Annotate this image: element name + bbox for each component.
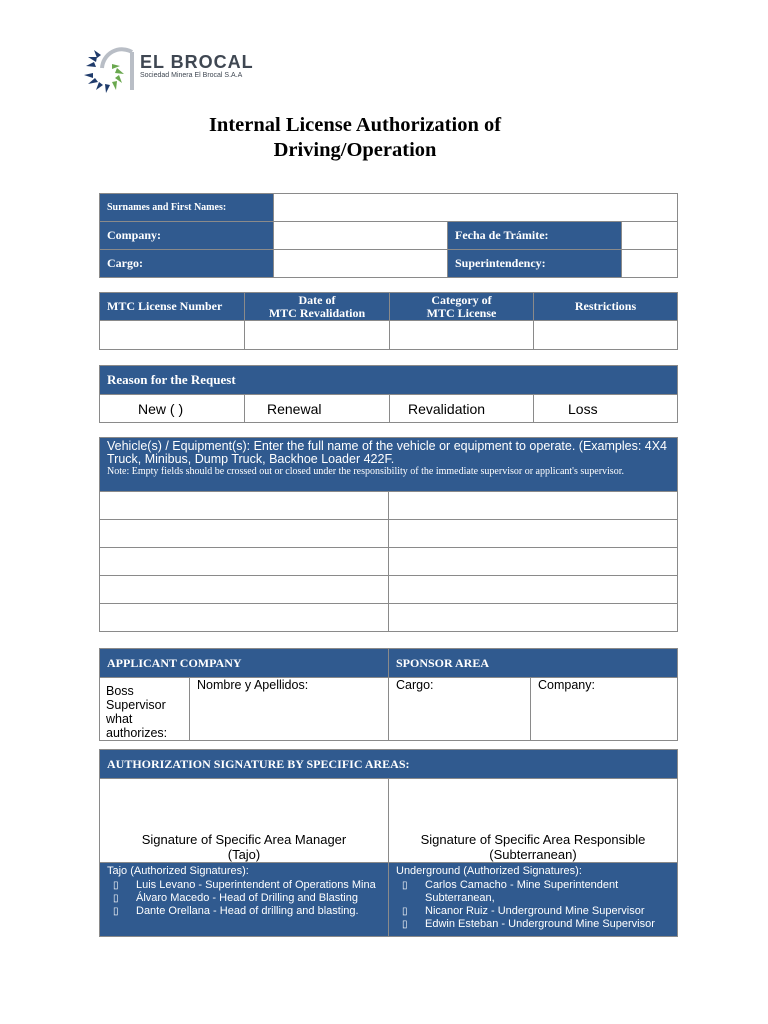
restrictions-field[interactable] — [534, 321, 678, 350]
vehicles-note: Note: Empty fields should be crossed out or closed under the responsibility of the immediate supervisor or applicant's supervisor. — [107, 466, 624, 477]
reason-header: Reason for the Request — [100, 366, 678, 395]
bullet-icon: ▯ — [402, 880, 408, 891]
title-line-2: Driving/Operation — [273, 139, 437, 161]
applicant-name-field[interactable] — [190, 678, 389, 741]
underground-signers-list — [389, 863, 678, 937]
mtc-category-label-line1: Category of — [431, 292, 492, 307]
mtc-number-label: MTC License Number — [100, 293, 245, 321]
tajo-signers-list — [100, 863, 389, 937]
logo-name: EL BROCAL — [140, 52, 254, 72]
list-item — [396, 918, 670, 931]
vehicles-header — [100, 438, 678, 492]
applicant-company-header: APPLICANT COMPANY — [100, 649, 389, 678]
mtc-revalidation-field[interactable] — [245, 321, 390, 350]
sponsor-area-header: SPONSOR AREA — [389, 649, 678, 678]
personal-info-table — [99, 193, 678, 278]
fecha-field[interactable] — [622, 222, 678, 250]
vehicle-field[interactable] — [389, 520, 678, 548]
bullet-icon: ▯ — [402, 906, 408, 917]
signatures-header: AUTHORIZATION SIGNATURE BY SPECIFIC AREAS: — [100, 750, 678, 779]
mtc-revalidation-label — [245, 293, 390, 321]
company-field[interactable] — [274, 222, 448, 250]
tajo-signer: Dante Orellana - Head of drilling and blasting. — [136, 905, 359, 917]
bullet-icon: ▯ — [113, 880, 119, 891]
underground-signer: Carlos Camacho - Mine Superintendent Subterranean, — [425, 879, 619, 904]
applicant-name-label: Nombre y Apellidos: — [197, 678, 309, 692]
sponsor-cargo-field[interactable] — [389, 678, 531, 741]
vehicle-field[interactable] — [100, 576, 389, 604]
vehicle-field[interactable] — [100, 492, 389, 520]
subterranean-signature-caption-2: (Subterranean) — [489, 847, 577, 862]
reason-option-loss[interactable]: Loss — [534, 395, 678, 423]
subterranean-signature-caption-1: Signature of Specific Area Responsible — [420, 832, 646, 847]
signatures-table — [99, 749, 678, 937]
vehicles-instructions: Vehicle(s) / Equipment(s): Enter the full name of the vehicle or equipment to operate. (Examples: 4X4 Truck, Minibus, Dump Truck, Backhoe Loader 422F. — [107, 439, 668, 466]
list-item — [396, 879, 670, 905]
reason-option-renewal[interactable]: Renewal — [245, 395, 390, 423]
vehicle-field[interactable] — [389, 604, 678, 632]
list-item — [396, 905, 670, 918]
subterranean-signature-box[interactable] — [389, 779, 678, 863]
sponsor-company-field[interactable] — [531, 678, 678, 741]
vehicle-field[interactable] — [100, 604, 389, 632]
mtc-revalidation-label-line1: Date of — [298, 292, 336, 307]
mtc-revalidation-label-line2: MTC Revalidation — [268, 305, 366, 320]
vehicles-table — [99, 437, 678, 632]
names-field[interactable] — [274, 194, 678, 222]
fecha-label: Fecha de Trámite: — [448, 222, 622, 250]
tajo-signer: Luis Levano - Superintendent of Operations Mina — [136, 879, 376, 891]
names-label: Surnames and First Names: — [100, 194, 274, 222]
list-item — [107, 905, 381, 918]
reason-table — [99, 365, 678, 423]
company-label: Company: — [100, 222, 274, 250]
bullet-icon: ▯ — [113, 906, 119, 917]
reason-option-revalidation[interactable]: Revalidation — [390, 395, 534, 423]
vehicle-field[interactable] — [100, 548, 389, 576]
title-line-1: Internal License Authorization of — [208, 114, 502, 136]
vehicle-field[interactable] — [389, 492, 678, 520]
restrictions-label: Restrictions — [534, 293, 678, 321]
underground-signer: Edwin Esteban - Underground Mine Supervisor — [425, 918, 655, 930]
sponsor-cargo-label: Cargo: — [396, 678, 434, 692]
tajo-list-title: Tajo (Authorized Signatures): — [107, 865, 249, 877]
bullet-icon: ▯ — [113, 893, 119, 904]
cargo-label: Cargo: — [100, 250, 274, 278]
applicant-table — [99, 648, 678, 741]
cargo-field[interactable] — [274, 250, 448, 278]
reason-option-new[interactable]: New ( ) — [100, 395, 245, 423]
tajo-signature-caption-1: Signature of Specific Area Manager — [141, 832, 347, 847]
mtc-category-field[interactable] — [390, 321, 534, 350]
license-table — [99, 292, 678, 350]
underground-signer: Nicanor Ruiz - Underground Mine Supervisor — [425, 905, 645, 917]
vehicle-field[interactable] — [389, 576, 678, 604]
boss-supervisor-label: Boss Supervisor what authorizes: — [100, 678, 190, 741]
vehicle-field[interactable] — [389, 548, 678, 576]
tajo-signature-box[interactable] — [100, 779, 389, 863]
superintendency-field[interactable] — [622, 250, 678, 278]
mtc-category-label-line2: MTC License — [426, 305, 497, 320]
list-item — [107, 892, 381, 905]
tajo-signature-caption-2: (Tajo) — [227, 847, 261, 862]
underground-list-title: Underground (Authorized Signatures): — [396, 865, 582, 877]
vehicle-field[interactable] — [100, 520, 389, 548]
mtc-category-label — [390, 293, 534, 321]
logo-subtitle: Sociedad Minera El Brocal S.A.A — [140, 72, 243, 79]
tajo-signer: Álvaro Macedo - Head of Drilling and Blasting — [136, 892, 358, 904]
superintendency-label: Superintendency: — [448, 250, 622, 278]
mtc-number-field[interactable] — [100, 321, 245, 350]
sponsor-company-label: Company: — [538, 678, 595, 692]
document-title — [140, 113, 570, 163]
list-item — [107, 879, 381, 892]
bullet-icon: ▯ — [402, 919, 408, 930]
